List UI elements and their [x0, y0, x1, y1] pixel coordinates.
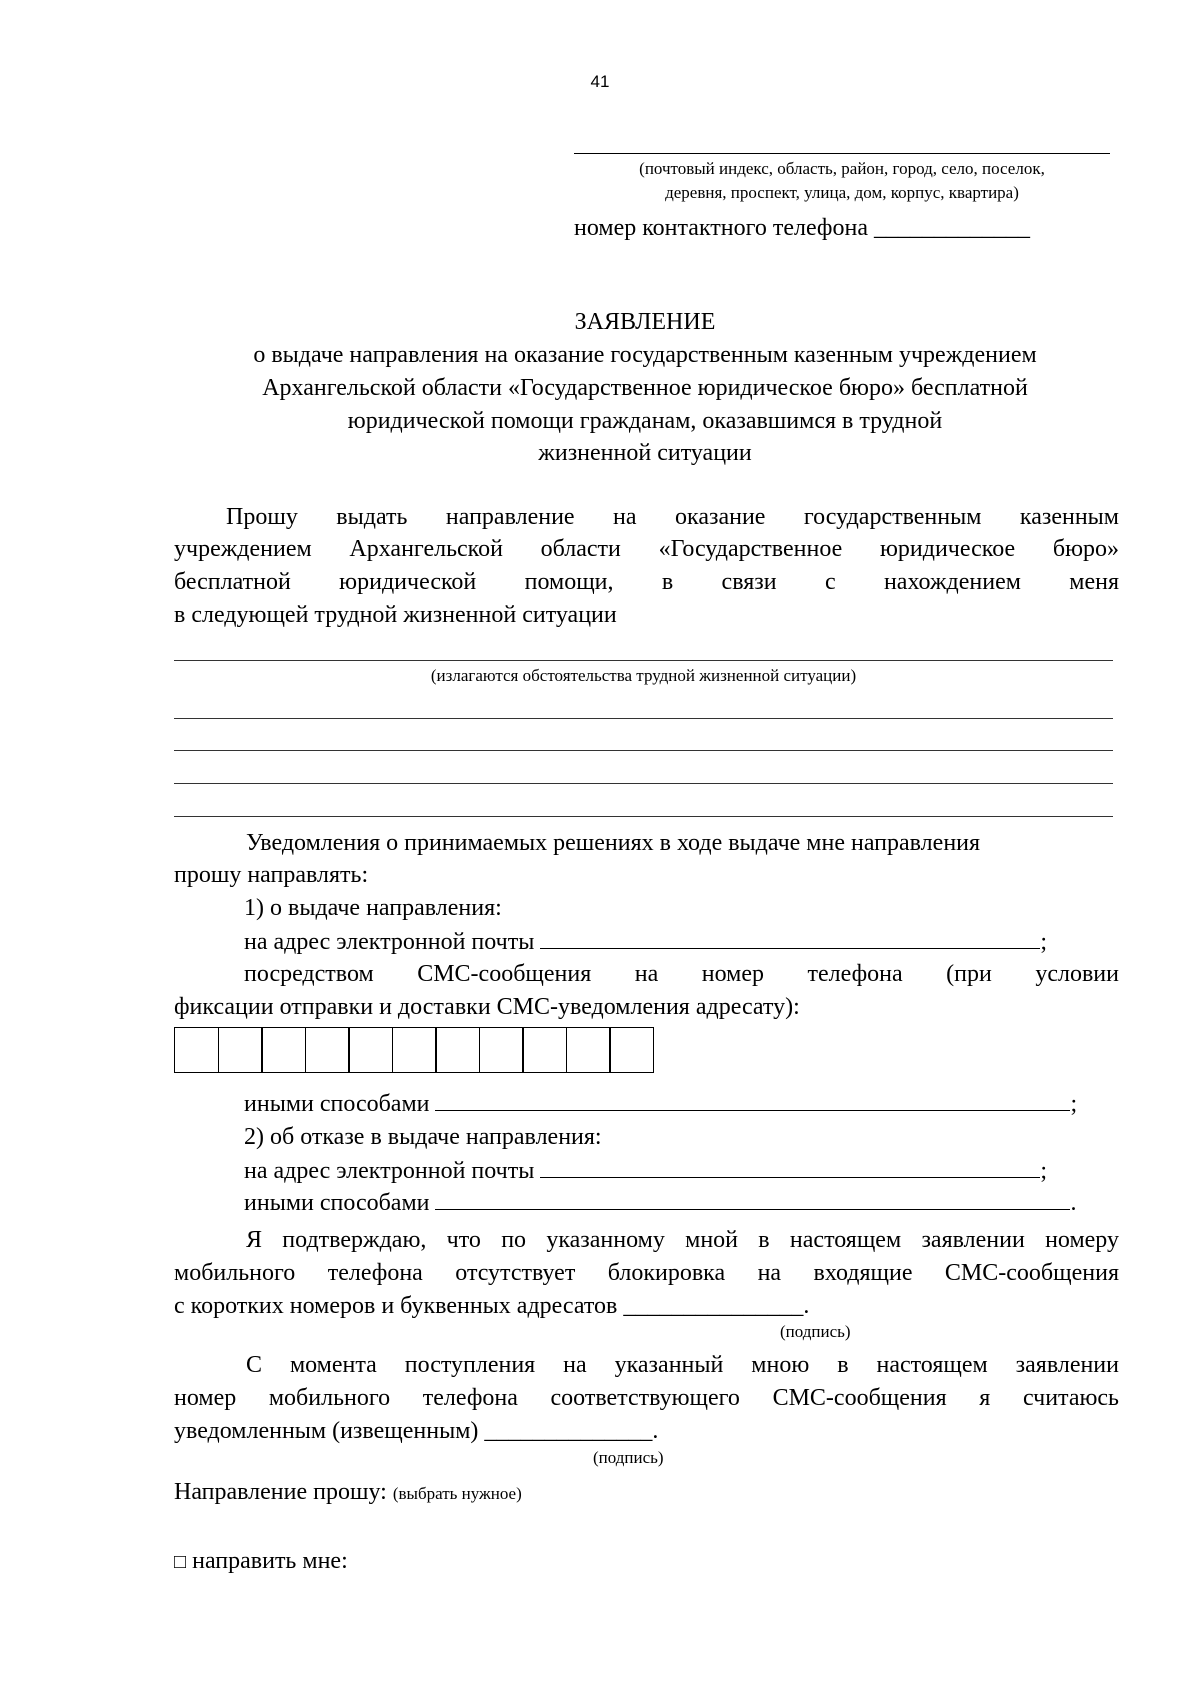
address-caption-line1: (почтовый индекс, область, район, город, село, поселок, [639, 159, 1045, 178]
phone-number-cells [174, 1027, 653, 1073]
checkbox-icon[interactable]: □ [174, 1551, 187, 1573]
phone-digit-cell[interactable] [479, 1027, 524, 1073]
direction-hint: (выбрать нужное) [392, 1484, 522, 1503]
confirmation-line3: с коротких номеров и буквенных адресатов [174, 1293, 618, 1319]
phone-digit-cell[interactable] [305, 1027, 350, 1073]
title-line2: Архангельской области «Государственное юридическое бюро» бесплатной [262, 375, 1028, 401]
circumstances-caption: (излагаются обстоятельства трудной жизненной ситуации) [430, 666, 857, 685]
notified-line3-row [174, 1416, 658, 1446]
phone-digit-cell[interactable] [218, 1027, 263, 1073]
circumstances-line-4 [174, 783, 1113, 784]
direction-option-1[interactable] [174, 1546, 348, 1577]
circumstances-line-5 [174, 816, 1113, 817]
phone-digit-cell[interactable] [435, 1027, 480, 1073]
title-line3: юридической помощи гражданам, оказавшимся в трудной [347, 408, 943, 434]
circumstances-line-2 [174, 718, 1113, 719]
title-line1: о выдаче направления на оказание государственным казенным учреждением [253, 342, 1037, 368]
request-line1: Прошу выдать направление на оказание государственным казенным [226, 504, 1119, 530]
refusal-other-row [244, 1187, 1076, 1218]
notified-line3: уведомленным (извещенным) [174, 1418, 479, 1444]
issue-heading: 1) о выдаче направления: [244, 895, 502, 921]
request-line4: в следующей трудной жизненной ситуации [174, 602, 617, 628]
issue-email-label: на адрес электронной почты [244, 929, 535, 955]
notified-signature-blank[interactable]: ______________. [484, 1418, 659, 1444]
title-line4: жизненной ситуации [538, 440, 752, 466]
phone-digit-cell[interactable] [392, 1027, 437, 1073]
notifications-intro-line2: прошу направлять: [174, 862, 369, 888]
confirmation-line2: мобильного телефона отсутствует блокировка на входящие СМС-сообщения [174, 1260, 1119, 1286]
semicolon: ; [1040, 929, 1047, 955]
direction-row [174, 1477, 522, 1509]
refusal-email-row [244, 1155, 1047, 1186]
notifications-intro-line1: Уведомления о принимаемых решениях в ходе выдаче мне направления [246, 830, 981, 856]
request-line2: учреждением Архангельской области «Государственное юридическое бюро» [174, 536, 1119, 562]
address-line [574, 153, 1110, 154]
refusal-email-input[interactable] [540, 1155, 1040, 1178]
notified-signature-caption: (подпись) [593, 1448, 664, 1467]
phone-field [574, 213, 1134, 243]
notified-line1: С момента поступления на указанный мною в настоящем заявлении [246, 1352, 1119, 1378]
sms-line1: посредством СМС-сообщения на номер телефона (при условии [244, 961, 1119, 987]
phone-label: номер контактного телефона [574, 215, 868, 241]
confirmation-signature-blank[interactable]: _______________. [623, 1293, 810, 1319]
page-number: 41 [590, 72, 610, 91]
period: . [1070, 1190, 1077, 1216]
document-heading: ЗАЯВЛЕНИЕ [574, 309, 716, 335]
direction-label: Направление прошу: [174, 1479, 387, 1505]
issue-other-label: иными способами [244, 1091, 430, 1117]
issue-other-input[interactable] [435, 1088, 1070, 1111]
phone-digit-cell[interactable] [174, 1027, 219, 1073]
request-line3: бесплатной юридической помощи, в связи с нахождением меня [174, 569, 1119, 595]
phone-blank: _____________ [873, 215, 1030, 241]
confirmation-line1: Я подтверждаю, что по указанному мной в настоящем заявлении номеру [246, 1227, 1119, 1253]
semicolon: ; [1070, 1091, 1078, 1117]
confirmation-signature-caption: (подпись) [780, 1322, 851, 1341]
sms-line2: фиксации отправки и доставки СМС-уведомления адресату): [174, 994, 800, 1020]
phone-digit-cell[interactable] [522, 1027, 567, 1073]
phone-digit-cell[interactable] [348, 1027, 393, 1073]
notified-line2: номер мобильного телефона соответствующего СМС-сообщения я считаюсь [174, 1385, 1119, 1411]
phone-digit-cell[interactable] [609, 1027, 654, 1073]
direction-option-1-label: направить мне: [192, 1548, 348, 1574]
refusal-heading: 2) об отказе в выдаче направления: [244, 1124, 602, 1150]
semicolon: ; [1040, 1158, 1047, 1184]
refusal-other-label: иными способами [244, 1190, 430, 1216]
phone-digit-cell[interactable] [261, 1027, 306, 1073]
circumstances-line-3 [174, 750, 1113, 751]
refusal-other-input[interactable] [435, 1187, 1070, 1210]
circumstances-line-1 [174, 660, 1113, 661]
refusal-email-label: на адрес электронной почты [244, 1158, 535, 1184]
issue-other-row [244, 1088, 1077, 1119]
issue-email-input[interactable] [540, 926, 1040, 949]
issue-email-row [244, 926, 1047, 957]
phone-digit-cell[interactable] [566, 1027, 611, 1073]
address-caption-line2: деревня, проспект, улица, дом, корпус, квартира) [665, 183, 1019, 202]
confirmation-line3-row [174, 1291, 809, 1321]
